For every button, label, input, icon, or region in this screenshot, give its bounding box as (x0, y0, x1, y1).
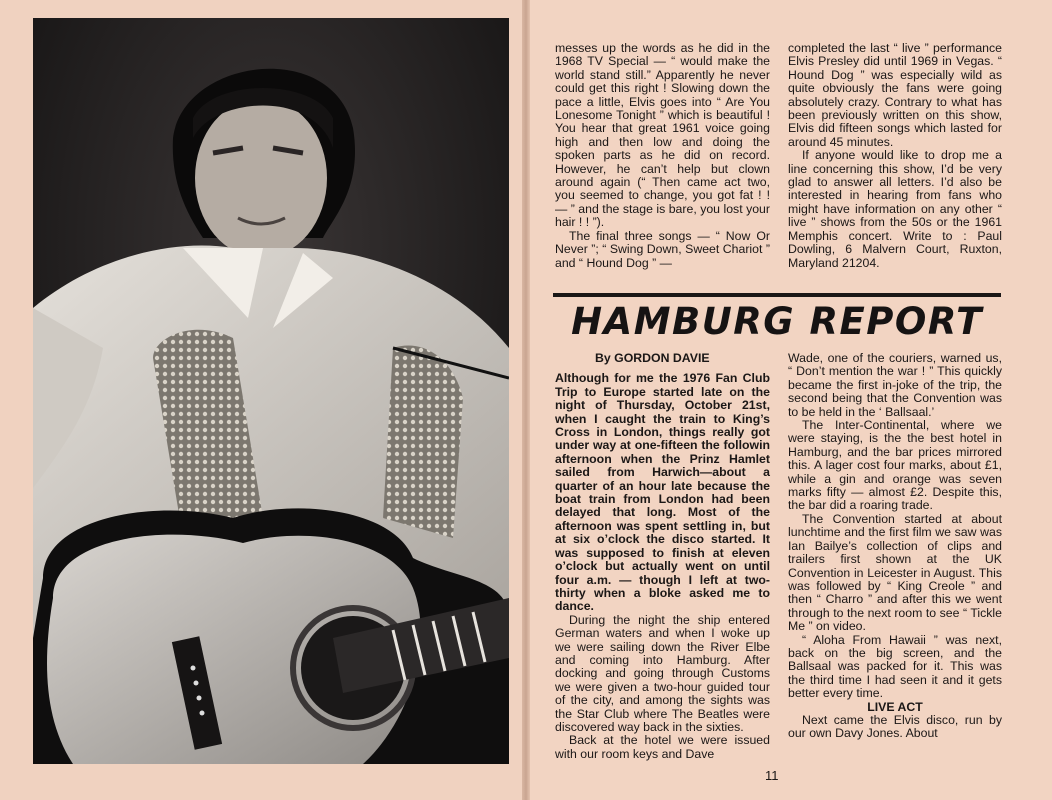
page-gutter (522, 0, 530, 800)
article-paragraph: “ Aloha From Hawaii ” was next, back on the big screen, and the Ballsaal was packed for it. This was the third time I had seen it and it gets better every time. (788, 632, 1002, 701)
article-subheading: LIVE ACT (867, 699, 923, 714)
article-paragraph: Next came the Elvis disco, run by our own Davy Jones. About (788, 712, 1002, 741)
article-headline: HAMBURG REPORT (571, 300, 983, 343)
article-paragraph: The Convention started at about lunchtime and the first film we saw was Ian Bailye’s collection of clips and trailers first shown at the UK Convention in Leicester in August. This was followed by “ King Creole ” and then “ Charro ” and after this we went through to the next room to see “ Tickle Me ” on video. (788, 511, 1002, 634)
article-byline: By GORDON DAVIE (595, 351, 710, 365)
section-divider (553, 293, 1001, 297)
photo-illustration (33, 18, 509, 764)
continued-paragraph: The final three songs — “ Now Or Never ”; “ Swing Down, Sweet Chariot ” and “ Hound Dog ” — (555, 228, 770, 270)
continued-paragraph: messes up the words as he did in the 1968 TV Special — “ would make the world stand still.” Apparently he never could get this right ! Slowing down the pace a little, Elvis goes into “ Are You Lonesome Tonight ” which is beautiful ! You hear that great 1961 voice going high and then low and doing the spoken parts as he did on record. However, he can’t help but clown around again (“ Then came act two, you seemed to change, you got fat ! ! — ” and the stage is bare, you lost your hair ! ! ”). (555, 41, 770, 230)
page-number: 11 (765, 768, 779, 783)
continued-article-column-1 (555, 42, 770, 270)
continued-paragraph: completed the last “ live ” performance Elvis Presley did until 1969 in Vegas. “ Hound Dog ” was especially wild as quite obviously the fans were going absolutely crazy. Contrary to what has been previously written on this show, Elvis did fifteen songs which lasted for around 45 minutes. (788, 41, 1002, 149)
continued-article-column-2 (788, 42, 1002, 270)
article-paragraph: During the night the ship entered German waters and when I woke up we were sailing down the River Elbe and coming into Hamburg. After docking and going through Customs we were given a two-hour guided tour of the city, and among the sights was the Star Club where The Beatles were discovered way back in the sixties. (555, 612, 770, 734)
article-paragraph: The Inter-Continental, where we were staying, is the the best hotel in Hamburg, and the bar prices mirrored this. A lager cost four marks, about £1, while a gin and orange was seven marks fifty — almost £2. Despite this, the bar did a roaring trade. (788, 418, 1002, 513)
elvis-guitar-photo (33, 18, 509, 764)
continued-paragraph: If anyone would like to drop me a line concerning this show, I’d be very glad to answer all letters. I’d also be interested in hearing from fans who might have information on any other “ live ” shows from the 50s or the 1961 Memphis concert. Write to : Paul Dowling, 6 Malvern Court, Ruxton, Maryland 21204. (788, 148, 1002, 270)
article-paragraph: Wade, one of the couriers, warned us, “ Don’t mention the war ! ” This quickly became the first in-joke of the trip, the second being that the Convention was to be held in the ‘ Ballsaal.’ (788, 351, 1002, 419)
article-paragraph: Back at the hotel we were issued with our room keys and Dave (555, 733, 770, 761)
article-column-1 (555, 352, 770, 761)
article-lead-paragraph: Although for me the 1976 Fan Club Trip to Europe started late on the night of Thursday, October 21st, when I caught the train to King’s Cross in London, things really got under way at one-fifteen the followin afternoon when the Prinz Hamlet sailed from Harwich—about a quarter of an hour late because the boat train from London had been delayed that long. Most of the afternoon was spent settling in, but at six o’clock the disco started. It was supposed to finish at eleven o’clock but actually went on until four a.m. — though I left at two-thirty when a bloke asked me to dance. (555, 371, 770, 614)
article-column-2 (788, 352, 1002, 741)
